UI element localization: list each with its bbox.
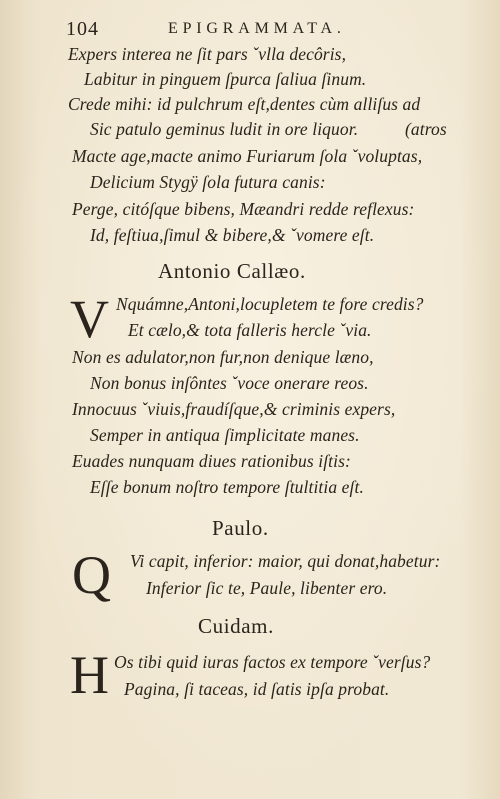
verse-line: Labitur in pinguem ſpurca ſaliua ſinum. [84, 69, 367, 89]
verse-line-carryover: (atros [405, 119, 447, 139]
drop-cap: V [70, 289, 109, 349]
drop-cap: Q [72, 545, 111, 605]
section-heading: Paulo. [212, 516, 269, 540]
verse-line: Semper in antiqua ſimplicitate manes. [90, 425, 360, 445]
section-heading: Cuidam. [198, 614, 274, 638]
running-head: EPIGRAMMATA. [168, 20, 346, 37]
verse-line: Delicium Stygÿ ſola futura canis: [90, 172, 326, 192]
verse-line: Innocuus ˇviuis,fraudíſque,& criminis expers, [72, 399, 396, 419]
verse-line: Expers interea ne ſit pars ˇvlla decôris, [68, 44, 347, 64]
verse-line: Non bonus inſôntes ˇvoce onerare reos. [90, 373, 369, 393]
verse-line: Macte age,macte animo Furiarum ſola ˇvoluptas, [72, 146, 423, 166]
verse-line: Euades nunquam diues rationibus iſtis: [72, 451, 351, 471]
verse-line: Nquámne,Antoni,locupletem te fore credis? [116, 294, 424, 314]
verse-line: Pagina, ſi taceas, id ſatis ipſa probat. [124, 679, 390, 699]
section-heading: Antonio Callæo. [158, 259, 306, 283]
verse-line: Eſſe bonum noſtro tempore ſtultitia eſt. [90, 477, 364, 497]
verse-line: Os tibi quid iuras factos ex tempore ˇverſus? [114, 652, 431, 672]
drop-cap: H [70, 645, 109, 705]
verse-line: Perge, citóſque bibens, Mæandri redde reflexus: [72, 199, 415, 219]
verse-line: Inferior ſic te, Paule, libenter ero. [146, 578, 388, 598]
verse-line: Vi capit, inferior: maior, qui donat,habetur: [130, 551, 441, 571]
verse-line: Et cælo,& tota falleris hercle ˇvia. [128, 320, 372, 340]
verse-line: Sic patulo geminus ludit in ore liquor. [90, 119, 359, 139]
verse-line: Crede mihi: id pulchrum eſt,dentes cùm alliſus ad [68, 94, 421, 114]
page-header [0, 14, 500, 42]
verse-line: Non es adulator,non fur,non denique læno, [72, 347, 374, 367]
verse-line: Id, feſtiua,ſimul & bibere,& ˇvomere eſt. [90, 225, 375, 245]
page-number: 104 [66, 18, 99, 40]
